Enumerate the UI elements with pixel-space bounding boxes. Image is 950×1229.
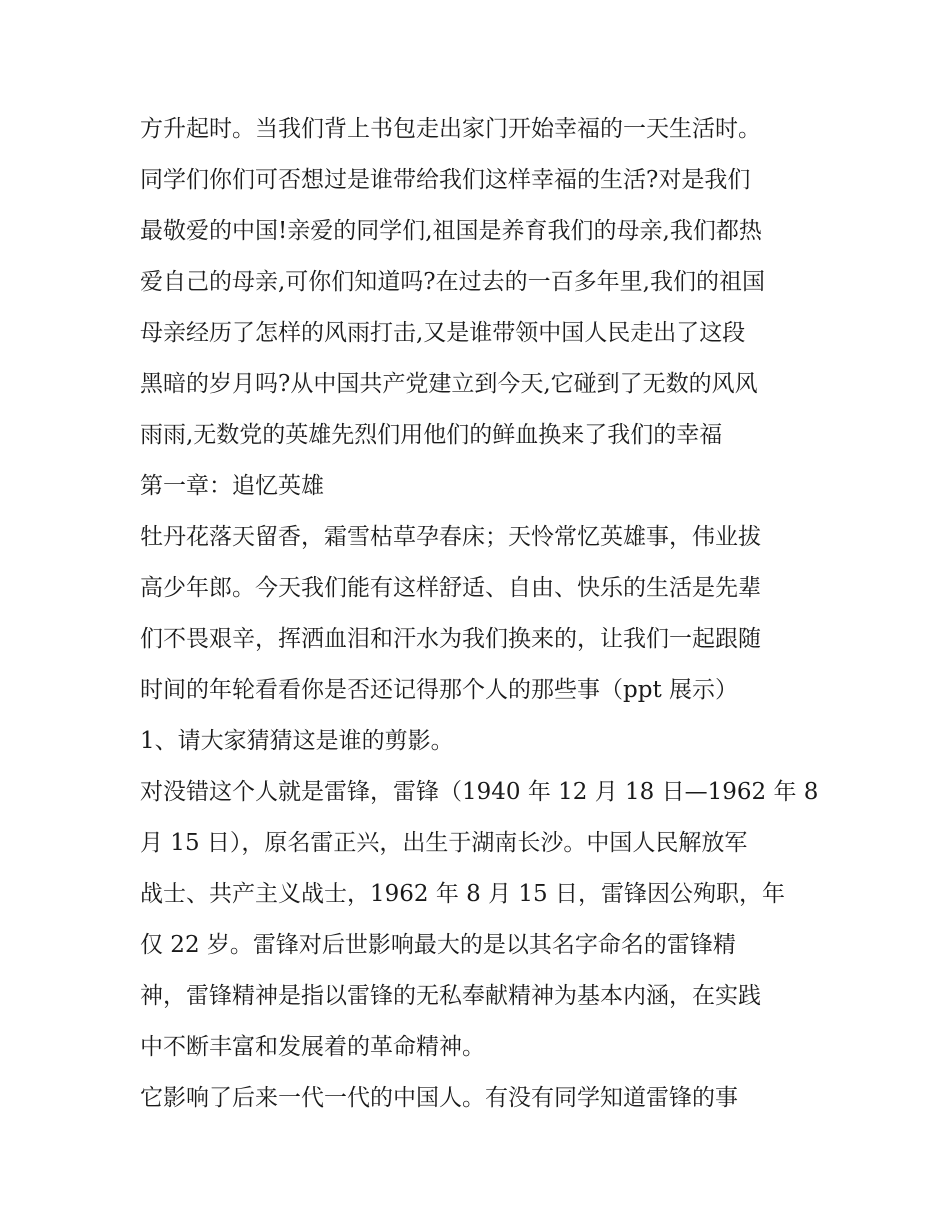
text-line: 雨雨,无数党的英雄先烈们用他们的鲜血换来了我们的幸福 <box>140 422 723 448</box>
numbered-item: 1、请大家猜猜这是谁的剪影。 <box>140 728 454 754</box>
text-line: 牡丹花落天留香，霜雪枯草孕春床；天怜常忆英雄事，伟业拔 <box>140 524 761 550</box>
text-line: 时间的年轮看看你是否还记得那个人的那些事（ppt 展示） <box>140 677 738 703</box>
text-line: 高少年郎。今天我们能有这样舒适、自由、快乐的生活是先辈 <box>140 575 761 601</box>
text-line: 最敬爱的中国!亲爱的同学们,祖国是养育我们的母亲,我们都热 <box>140 218 762 244</box>
text-line: 战士、共产主义战士，1962 年 8 月 15 日，雷锋因公殉职，年 <box>140 881 785 907</box>
text-line: 方升起时。当我们背上书包走出家门开始幸福的一天生活时。 <box>140 116 761 142</box>
text-line: 爱自己的母亲,可你们知道吗?在过去的一百多年里,我们的祖国 <box>140 269 765 295</box>
text-line: 对没错这个人就是雷锋，雷锋（1940 年 12 月 18 日—1962 年 8 <box>140 779 819 805</box>
text-line: 同学们你们可否想过是谁带给我们这样幸福的生活?对是我们 <box>140 167 751 193</box>
text-line: 它影响了后来一代一代的中国人。有没有同学知道雷锋的事 <box>140 1085 738 1111</box>
chapter-heading: 第一章：追忆英雄 <box>140 473 324 499</box>
text-line: 月 15 日），原名雷正兴，出生于湖南长沙。中国人民解放军 <box>140 830 748 856</box>
text-line: 仅 22 岁。雷锋对后世影响最大的是以其名字命名的雷锋精 <box>140 932 736 958</box>
text-line: 黑暗的岁月吗?从中国共产党建立到今天,它碰到了无数的风风 <box>140 371 758 397</box>
text-line: 中不断丰富和发展着的革命精神。 <box>140 1034 485 1060</box>
text-line: 神，雷锋精神是指以雷锋的无私奉献精神为基本内涵，在实践 <box>140 983 761 1009</box>
text-line: 母亲经历了怎样的风雨打击,又是谁带领中国人民走出了这段 <box>140 320 746 346</box>
document-body <box>140 104 820 1124</box>
text-line: 们不畏艰辛，挥洒血泪和汗水为我们换来的，让我们一起跟随 <box>140 626 761 652</box>
